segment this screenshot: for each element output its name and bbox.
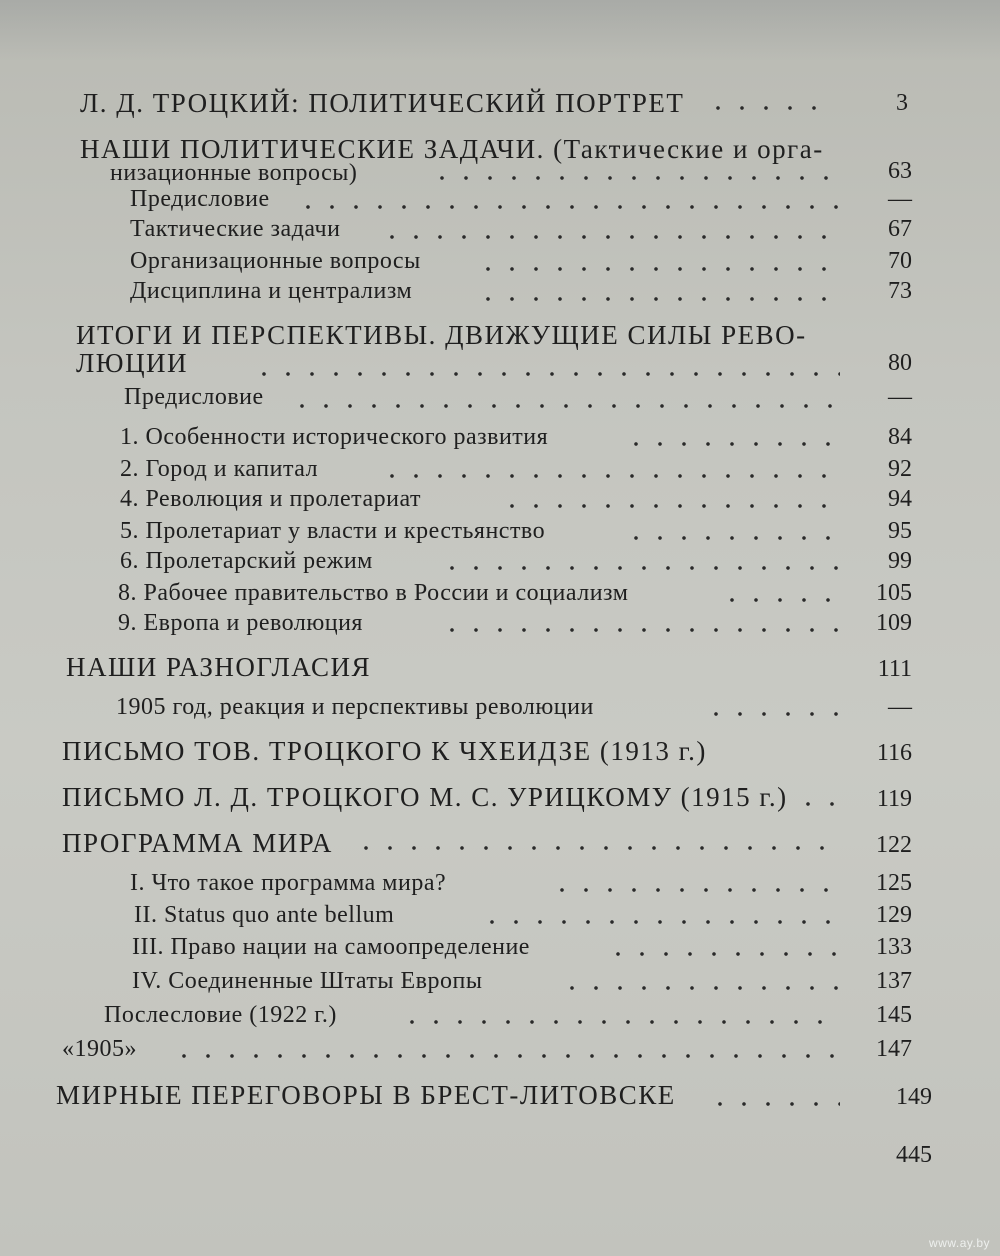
toc-page: 147 bbox=[876, 1036, 912, 1062]
toc-subtitle: 1905 год, реакция и перспективы революции bbox=[116, 694, 594, 720]
toc-page: 99 bbox=[888, 548, 912, 574]
toc-page: 111 bbox=[877, 656, 912, 682]
toc-subtitle: 8. Рабочее правительство в России и социализм bbox=[118, 580, 629, 606]
toc-page: — bbox=[888, 384, 912, 410]
toc-subtitle: Предисловие bbox=[124, 384, 264, 410]
toc-page: 129 bbox=[876, 902, 912, 928]
toc-title-political-tasks-cont: низационные вопросы) bbox=[110, 160, 358, 186]
leader-dots bbox=[796, 802, 840, 806]
leader-dots bbox=[706, 106, 836, 110]
leader-dots bbox=[430, 176, 840, 180]
watermark: www.ay.by bbox=[929, 1236, 990, 1250]
toc-page: 105 bbox=[876, 580, 912, 606]
toc-page: — bbox=[888, 694, 912, 720]
leader-dots bbox=[380, 235, 840, 239]
page-shadow bbox=[0, 0, 1000, 60]
leader-dots bbox=[476, 297, 840, 301]
leader-dots bbox=[550, 888, 840, 892]
toc-page: 119 bbox=[876, 786, 912, 812]
page-number: 445 bbox=[896, 1142, 932, 1168]
toc-title-trotsky-portrait: Л. Д. ТРОЦКИЙ: ПОЛИТИЧЕСКИЙ ПОРТРЕТ bbox=[80, 88, 685, 118]
leader-dots bbox=[500, 504, 840, 508]
toc-subtitle: Тактические задачи bbox=[130, 216, 341, 242]
toc-title-letter-chkheidze: ПИСЬМО ТОВ. ТРОЦКОГО К ЧХЕИДЗЕ (1913 г.) bbox=[62, 736, 707, 766]
toc-page: — bbox=[888, 186, 912, 212]
toc-subtitle: I. Что такое программа мира? bbox=[130, 870, 447, 896]
leader-dots bbox=[720, 598, 840, 602]
toc-title-results-prospects-cont: ЛЮЦИИ bbox=[76, 348, 189, 378]
toc-subtitle: Послесловие (1922 г.) bbox=[104, 1002, 337, 1028]
toc-title-our-differences: НАШИ РАЗНОГЛАСИЯ bbox=[66, 652, 371, 682]
leader-dots bbox=[476, 267, 840, 271]
toc-page: 149 bbox=[896, 1084, 932, 1110]
toc-subtitle: IV. Соединенные Штаты Европы bbox=[132, 968, 483, 994]
toc-page: 80 bbox=[888, 350, 912, 376]
toc-page: 95 bbox=[888, 518, 912, 544]
toc-page: 94 bbox=[888, 486, 912, 512]
toc-title-political-tasks: НАШИ ПОЛИТИЧЕСКИЕ ЗАДАЧИ. (Тактические и орга- bbox=[80, 134, 824, 164]
toc-subtitle: 2. Город и капитал bbox=[120, 456, 319, 482]
toc-subtitle: Дисциплина и централизм bbox=[130, 278, 413, 304]
toc-page: 92 bbox=[888, 456, 912, 482]
leader-dots bbox=[624, 442, 840, 446]
toc-page: 67 bbox=[888, 216, 912, 242]
toc-page: 122 bbox=[876, 832, 912, 858]
toc-page: 109 bbox=[876, 610, 912, 636]
leader-dots bbox=[606, 952, 840, 956]
toc-subtitle: 9. Европа и революция bbox=[118, 610, 363, 636]
leader-dots bbox=[480, 920, 840, 924]
toc-page: 133 bbox=[876, 934, 912, 960]
toc-subtitle: 1. Особенности исторического развития bbox=[120, 424, 549, 450]
toc-page: 137 bbox=[876, 968, 912, 994]
toc-title-peace-program: ПРОГРАММА МИРА bbox=[62, 828, 333, 858]
leader-dots bbox=[380, 474, 840, 478]
leader-dots bbox=[440, 628, 840, 632]
toc-subtitle: Организационные вопросы bbox=[130, 248, 421, 274]
leader-dots bbox=[400, 1020, 840, 1024]
toc-page: 125 bbox=[876, 870, 912, 896]
toc-title-brest-litovsk: МИРНЫЕ ПЕРЕГОВОРЫ В БРЕСТ-ЛИТОВСКЕ bbox=[56, 1080, 676, 1110]
leader-dots bbox=[296, 205, 840, 209]
toc-title-1905: «1905» bbox=[62, 1036, 137, 1062]
leader-dots bbox=[354, 846, 840, 850]
toc-subtitle: 5. Пролетариат у власти и крестьянство bbox=[120, 518, 546, 544]
toc-subtitle: II. Status quo ante bellum bbox=[134, 902, 395, 928]
toc-subtitle: 4. Революция и пролетариат bbox=[120, 486, 421, 512]
toc-title-letter-uritsky: ПИСЬМО Л. Д. ТРОЦКОГО М. С. УРИЦКОМУ (1915 г.) bbox=[62, 782, 788, 812]
leader-dots bbox=[708, 1102, 840, 1106]
toc-subtitle: Предисловие bbox=[130, 186, 270, 212]
leader-dots bbox=[290, 404, 840, 408]
toc-page: 3 bbox=[896, 90, 908, 116]
toc-page: 73 bbox=[888, 278, 912, 304]
toc-title-results-prospects: ИТОГИ И ПЕРСПЕКТИВЫ. ДВИЖУЩИЕ СИЛЫ РЕВО- bbox=[76, 320, 807, 350]
leader-dots bbox=[704, 712, 840, 716]
toc-page: 70 bbox=[888, 248, 912, 274]
leader-dots bbox=[252, 372, 840, 376]
toc-page: 63 bbox=[888, 158, 912, 184]
toc-page: 145 bbox=[876, 1002, 912, 1028]
leader-dots bbox=[172, 1054, 840, 1058]
leader-dots bbox=[624, 536, 840, 540]
toc-page: 84 bbox=[888, 424, 912, 450]
leader-dots bbox=[440, 566, 840, 570]
leader-dots bbox=[560, 986, 840, 990]
toc-subtitle: III. Право нации на самоопределение bbox=[132, 934, 530, 960]
toc-subtitle: 6. Пролетарский режим bbox=[120, 548, 373, 574]
toc-page: 116 bbox=[876, 740, 912, 766]
